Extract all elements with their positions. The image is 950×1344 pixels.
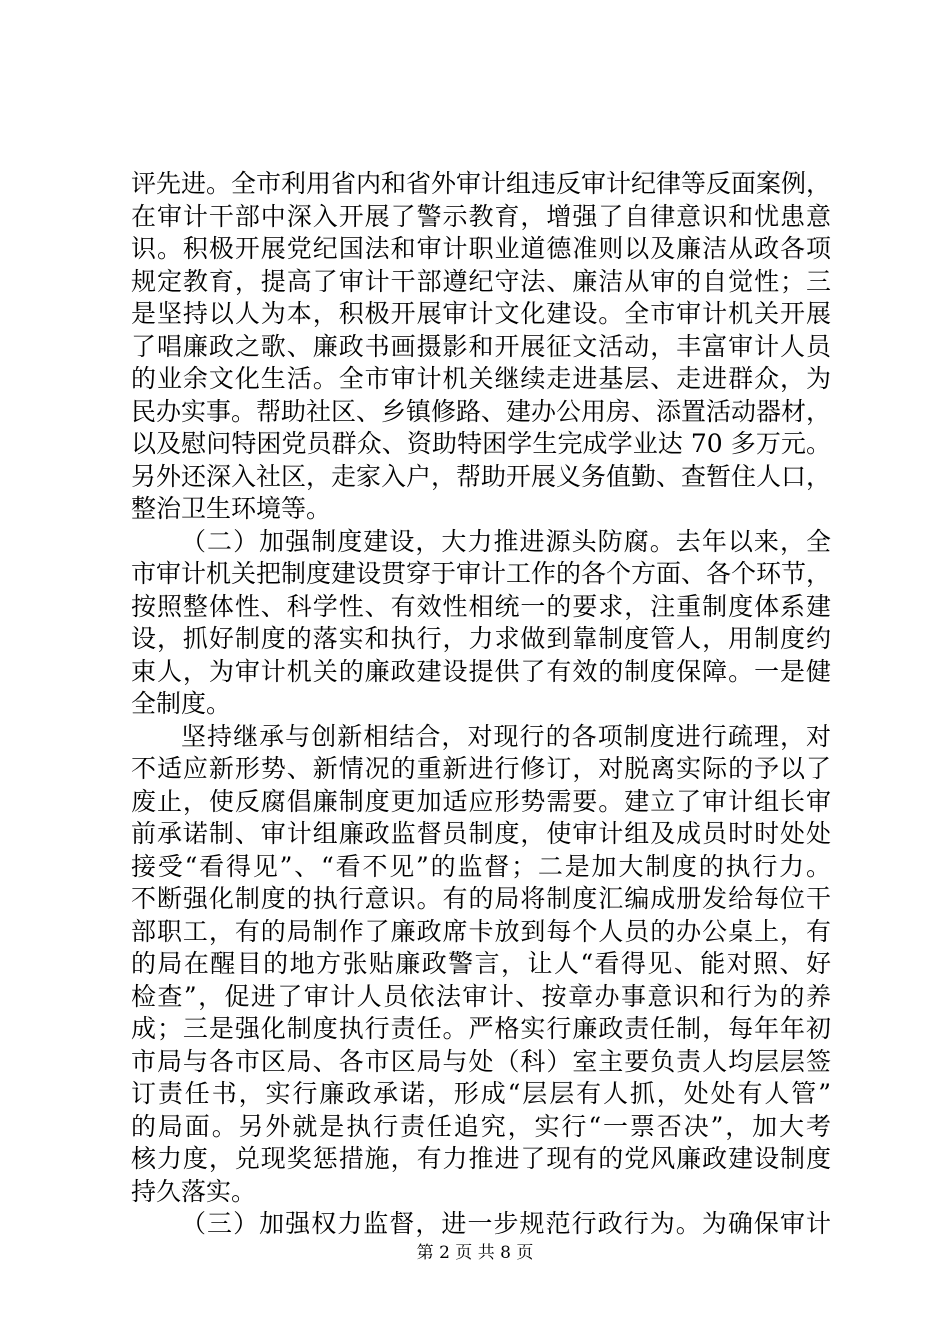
page-footer: 第 2 页 共 8 页 (416, 1243, 534, 1263)
text-line: （三）加强权力监督，进一步规范行政行为。为确保审计 (181, 1209, 831, 1238)
text-line: 民办实事。帮助社区、乡镇修路、建办公用房、添置活动器材， (131, 396, 832, 426)
text-line: 是坚持以人为本，积极开展审计文化建设。全市审计机关开展 (131, 299, 831, 328)
text-line: 部职工，有的局制作了廉政席卡放到每个人员的办公桌上，有 (131, 916, 831, 946)
text-line: 另外还深入社区，走家入户，帮助开展义务值勤、查暂住人口， (131, 461, 832, 491)
text-line: 的局在醒目的地方张贴廉政警言，让人“看得见、能对照、好 (131, 949, 831, 978)
text-line: 不适应新形势、新情况的重新进行修订，对脱离实际的予以了 (131, 754, 831, 783)
text-line: 检查”，促进了审计人员依法审计、按章办事意识和行为的养 (131, 981, 831, 1011)
text-line: 市审计机关把制度建设贯穿于审计工作的各个方面、各个环节， (131, 559, 832, 588)
text-line: 束人，为审计机关的廉政建设提供了有效的制度保障。一是健 (131, 656, 831, 686)
text-line: 的局面。另外就是执行责任追究，实行“一票否决”，加大考 (131, 1111, 831, 1141)
text-line: 规定教育，提高了审计干部遵纪守法、廉洁从审的自觉性；三 (131, 266, 831, 296)
text-line: 核力度，兑现奖惩措施，有力推进了现有的党风廉政建设制度 (131, 1144, 831, 1173)
text-line: 市局与各市区局、各市区局与处（科）室主要负责人均层层签 (131, 1046, 831, 1076)
text-line: 前承诺制、审计组廉政监督员制度，使审计组及成员时时处处 (131, 819, 831, 848)
text-line: 评先进。全市利用省内和省外审计组违反审计纪律等反面案例， (131, 169, 832, 198)
text-line: 坚持继承与创新相结合，对现行的各项制度进行疏理，对 (181, 721, 831, 751)
text-line: 成；三是强化制度执行责任。严格实行廉政责任制，每年年初 (131, 1014, 831, 1043)
text-line: 设，抓好制度的落实和执行，力求做到靠制度管人，用制度约 (131, 624, 831, 653)
text-line: 订责任书，实行廉政承诺，形成“层层有人抓，处处有人管” (131, 1079, 831, 1108)
text-line: 按照整体性、科学性、有效性相统一的要求，注重制度体系建 (131, 591, 831, 621)
text-line: 的业余文化生活。全市审计机关继续走进基层、走进群众，为 (131, 364, 831, 393)
text-line: 在审计干部中深入开展了警示教育，增强了自律意识和忧患意 (131, 201, 831, 231)
text-line: （二）加强制度建设，大力推进源头防腐。去年以来，全 (181, 526, 831, 556)
text-line: 持久落实。 (131, 1176, 257, 1206)
text-line: 接受“看得见”、“看不见”的监督；二是加大制度的执行力。 (131, 851, 831, 881)
text-line: 全制度。 (131, 689, 232, 718)
text-line: 以及慰问特困党员群众、资助特困学生完成学业达 70 多万元。 (131, 429, 831, 458)
text-line: 了唱廉政之歌、廉政书画摄影和开展征文活动，丰富审计人员 (131, 331, 831, 361)
text-line: 整治卫生环境等。 (131, 494, 332, 523)
document-body (131, 168, 831, 1241)
text-line: 识。积极开展党纪国法和审计职业道德准则以及廉洁从政各项 (131, 234, 831, 263)
text-line: 不断强化制度的执行意识。有的局将制度汇编成册发给每位干 (131, 884, 831, 913)
text-line: 废止，使反腐倡廉制度更加适应形势需要。建立了审计组长审 (131, 786, 831, 816)
